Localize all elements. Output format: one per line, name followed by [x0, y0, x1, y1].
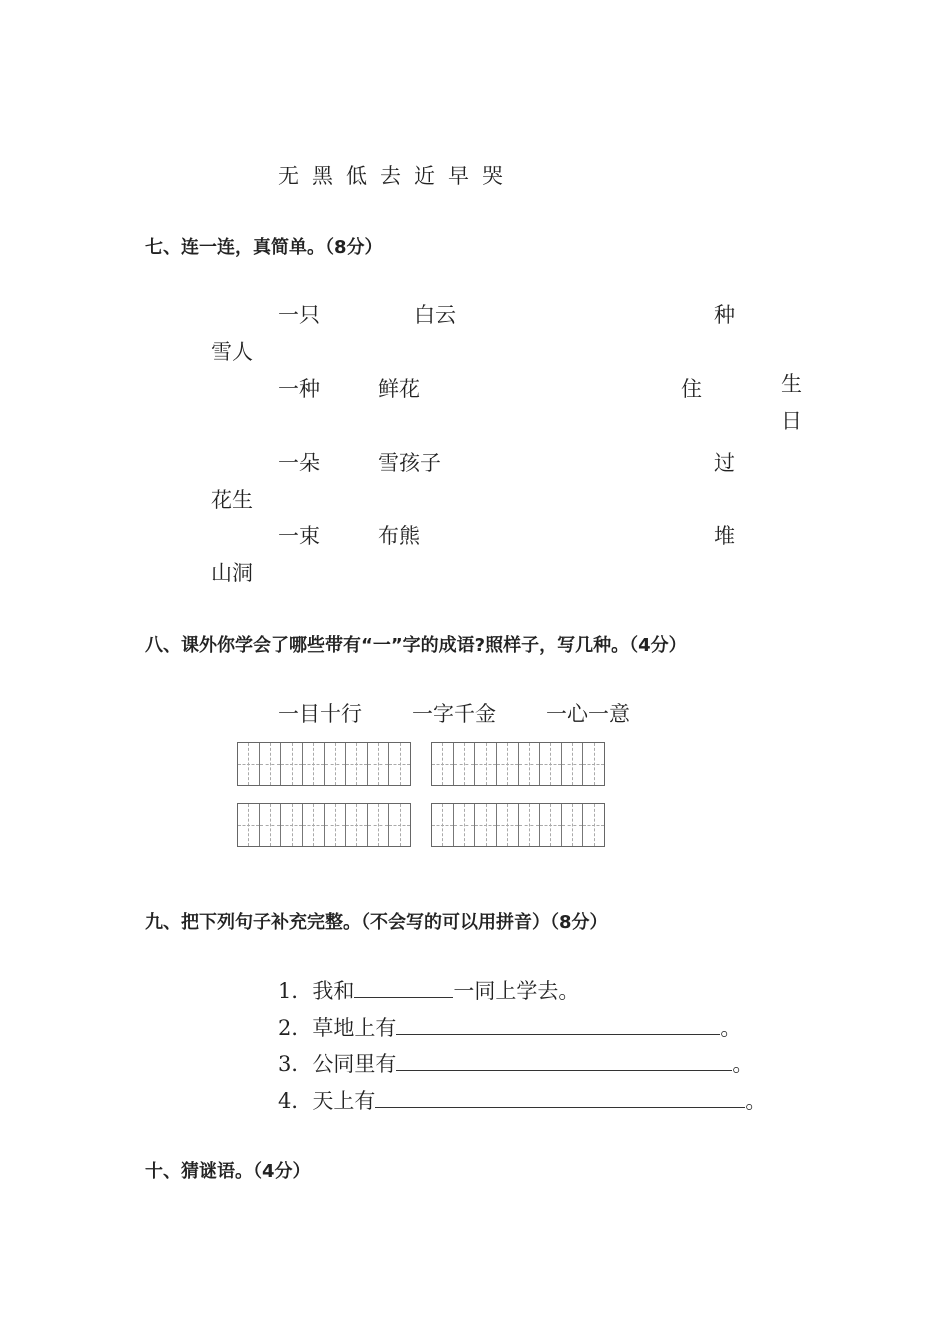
measure-word: 一束 — [278, 524, 320, 548]
verb-word: 过 — [714, 451, 735, 475]
writing-grid[interactable] — [237, 803, 411, 847]
noun-word: 鲜花 — [378, 377, 420, 401]
writing-grid[interactable] — [431, 742, 605, 786]
measure-word: 一只 — [278, 303, 320, 327]
antonym-char: 黑 — [312, 164, 333, 188]
answer-blank[interactable] — [375, 1089, 745, 1108]
section-7-heading: 七、连一连，真简单。（8分） — [145, 237, 383, 258]
answer-blank[interactable] — [396, 1052, 732, 1071]
sentence-prefix: 2．草地上有 — [278, 1016, 397, 1040]
sentence-suffix: 。 — [720, 1016, 742, 1040]
antonym-char: 去 — [380, 164, 401, 188]
verb-word: 住 — [681, 377, 702, 401]
noun-word: 雪孩子 — [378, 451, 441, 475]
sentence-item — [278, 1012, 741, 1042]
sentence-suffix: 。 — [745, 1089, 767, 1113]
antonym-chars-row — [278, 160, 516, 190]
section-9-heading: 九、把下列句子补充完整。（不会写的可以用拼音）（8分） — [145, 912, 608, 933]
section-10-heading: 十、猜谜语。（4分） — [145, 1161, 311, 1182]
writing-grid[interactable] — [431, 803, 605, 847]
object-word: 山洞 — [211, 561, 253, 585]
object-word: 雪人 — [211, 340, 253, 364]
sentence-suffix: 一同上学去。 — [453, 979, 580, 1003]
antonym-char: 哭 — [482, 164, 503, 188]
antonym-char: 早 — [448, 164, 469, 188]
measure-word: 一种 — [278, 377, 320, 401]
idiom-example: 一字千金 — [412, 702, 496, 726]
sentence-item — [278, 1048, 753, 1078]
idiom-example: 一心一意 — [546, 702, 630, 726]
idiom-example: 一目十行 — [278, 702, 362, 726]
object-word: 花生 — [211, 488, 253, 512]
noun-word: 布熊 — [378, 524, 420, 548]
sentence-suffix: 。 — [732, 1052, 754, 1076]
antonym-char: 无 — [278, 164, 299, 188]
measure-word: 一朵 — [278, 451, 320, 475]
object-word-text: 生日 — [781, 372, 802, 433]
object-word — [781, 366, 805, 440]
answer-blank[interactable] — [396, 1016, 720, 1035]
sentence-prefix: 4．天上有 — [278, 1089, 376, 1113]
writing-grid[interactable] — [237, 742, 411, 786]
sentence-item — [278, 1085, 766, 1115]
verb-word: 种 — [714, 303, 735, 327]
answer-blank[interactable] — [354, 979, 453, 998]
sentence-prefix: 3．公同里有 — [278, 1052, 397, 1076]
verb-word: 堆 — [714, 524, 735, 548]
sentence-item — [278, 975, 579, 1005]
section-8-heading: 八、课外你学会了哪些带有“一”字的成语?照样子，写几种。（4分） — [145, 635, 687, 656]
noun-word: 白云 — [414, 303, 456, 327]
sentence-prefix: 1．我和 — [278, 979, 355, 1003]
antonym-char: 低 — [346, 164, 367, 188]
antonym-char: 近 — [414, 164, 435, 188]
